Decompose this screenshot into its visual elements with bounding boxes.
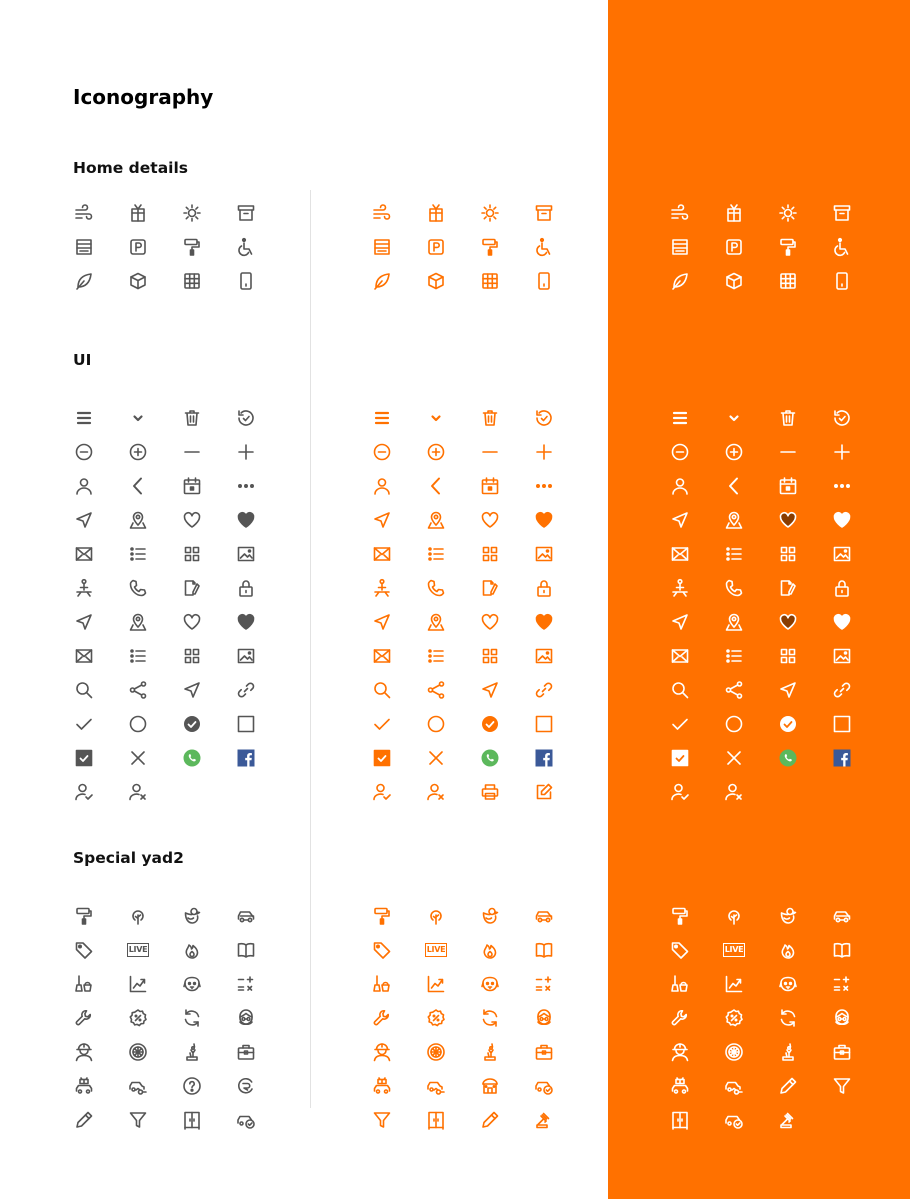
car-gift-icon [669,1075,691,1097]
price-tag-icon [73,939,95,961]
image-icon [235,543,257,565]
map-pin-icon [723,611,745,633]
dog-face-icon [777,973,799,995]
pencil-icon [777,1075,799,1097]
pencil-icon [73,1109,95,1131]
lock-icon [235,577,257,599]
link-icon [831,679,853,701]
grandma-icon [235,1007,257,1029]
door-phone-icon [533,270,555,292]
open-book-icon [533,939,555,961]
navigation-arrow-icon [777,679,799,701]
wind-icon [371,202,393,224]
whatsapp-icon [181,747,203,769]
square-icon [533,713,555,735]
circle-icon [723,713,745,735]
list-icon [425,645,447,667]
price-tag-icon [371,939,393,961]
dog-face-icon [479,973,501,995]
toolbox-icon [533,1041,555,1063]
coupon-icon [235,1075,257,1097]
chart-up-icon [723,973,745,995]
gift-box-icon [425,202,447,224]
minus-circle-icon [73,441,95,463]
envelope-icon [669,543,691,565]
close-x-icon [127,747,149,769]
tree-icon [723,905,745,927]
gift-box-icon [723,202,745,224]
paint-roller-icon [181,236,203,258]
car-icon [831,905,853,927]
image-icon [831,543,853,565]
navigation-arrow-icon [181,679,203,701]
discount-badge-icon [127,1007,149,1029]
chevron-left-icon [127,475,149,497]
image-icon [831,645,853,667]
envelope-icon [371,645,393,667]
calendar-icon [181,475,203,497]
list-icon [425,543,447,565]
check-circle-filled-icon [181,713,203,735]
wheelchair-icon [533,236,555,258]
navigation-arrow-icon [371,611,393,633]
heart-outline-icon [479,509,501,531]
section-title-special-yad2: Special yad2 [73,849,184,867]
phone-icon [723,577,745,599]
price-tag-icon [669,939,691,961]
list-icon [723,543,745,565]
plus-circle-icon [425,441,447,463]
hamburger-menu-icon [73,407,95,429]
gift-box-icon [127,202,149,224]
rubber-duck-icon [479,905,501,927]
worker-icon [669,1041,691,1063]
plus-icon [533,441,555,463]
map-pin-icon [425,611,447,633]
car-key-icon [723,1075,745,1097]
car-gift-icon [371,1075,393,1097]
facebook-icon [831,747,853,769]
paint-roller-icon [479,236,501,258]
check-icon [669,713,691,735]
map-pin-icon [127,611,149,633]
auction-gavel-icon [777,1109,799,1131]
map-pin-icon [425,509,447,531]
toolbox-icon [235,1041,257,1063]
discount-badge-icon [723,1007,745,1029]
facebook-icon [533,747,555,769]
heart-filled-icon [533,509,555,531]
cube-icon [127,270,149,292]
calculator-icon [235,973,257,995]
check-circle-filled-icon [479,713,501,735]
sun-icon [479,202,501,224]
cube-icon [425,270,447,292]
circle-icon [127,713,149,735]
more-dots-icon [831,475,853,497]
heart-filled-icon [533,611,555,633]
more-dots-icon [235,475,257,497]
check-icon [371,713,393,735]
document-edit-icon [479,577,501,599]
navigation-arrow-icon [479,679,501,701]
phone-icon [425,577,447,599]
envelope-icon [73,543,95,565]
chevron-down-icon [723,407,745,429]
car-key-icon [425,1075,447,1097]
closet-icon [425,1109,447,1131]
wind-icon [669,202,691,224]
more-dots-icon [533,475,555,497]
cleaning-bucket-icon [371,973,393,995]
window-blind-icon [371,236,393,258]
plus-icon [831,441,853,463]
minus-circle-icon [371,441,393,463]
heart-filled-icon [235,509,257,531]
heart-outline-icon [479,611,501,633]
printer-icon [479,781,501,803]
plus-circle-icon [127,441,149,463]
filter-icon [831,1075,853,1097]
minus-circle-icon [669,441,691,463]
window-blind-icon [669,236,691,258]
filter-icon [371,1109,393,1131]
list-icon [723,645,745,667]
document-edit-icon [181,577,203,599]
statue-icon [777,1041,799,1063]
user-remove-icon [127,781,149,803]
refresh-icon [777,1007,799,1029]
wheelchair-icon [831,236,853,258]
wrench-icon [371,1007,393,1029]
heart-filled-icon [235,611,257,633]
check-circle-filled-icon [777,713,799,735]
heart-filled-icon [831,611,853,633]
wind-icon [73,202,95,224]
whatsapp-icon [777,747,799,769]
section-title-ui: UI [73,351,92,369]
help-circle-icon [181,1075,203,1097]
paint-roller-icon [73,905,95,927]
chevron-down-icon [425,407,447,429]
orange-background-panel [608,0,910,1199]
cube-icon [723,270,745,292]
checkbox-checked-icon [669,747,691,769]
calendar-icon [479,475,501,497]
grandma-icon [831,1007,853,1029]
search-icon [669,679,691,701]
image-icon [235,645,257,667]
pencil-icon [479,1109,501,1131]
plus-circle-icon [723,441,745,463]
cleaning-bucket-icon [73,973,95,995]
wrench-icon [73,1007,95,1029]
calculator-icon [831,973,853,995]
whatsapp-icon [479,747,501,769]
navigation-arrow-icon [371,509,393,531]
chart-up-icon [425,973,447,995]
live-badge-icon: LIVE [723,939,745,961]
minus-icon [181,441,203,463]
car-check-icon [723,1109,745,1131]
statue-icon [181,1041,203,1063]
link-icon [235,679,257,701]
navigation-arrow-icon [669,509,691,531]
phone-icon [127,577,149,599]
grid-four-icon [777,645,799,667]
heart-outline-icon [181,611,203,633]
grid-four-icon [479,543,501,565]
envelope-icon [73,645,95,667]
open-book-icon [831,939,853,961]
car-key-icon [127,1075,149,1097]
history-icon [831,407,853,429]
user-icon [371,475,393,497]
close-x-icon [425,747,447,769]
checkbox-checked-icon [371,747,393,769]
rubber-duck-icon [181,905,203,927]
sun-icon [181,202,203,224]
filter-icon [127,1109,149,1131]
heart-dark-icon [777,509,799,531]
lock-icon [533,577,555,599]
user-check-icon [73,781,95,803]
discount-badge-icon [425,1007,447,1029]
worker-icon [371,1041,393,1063]
map-pin-icon [723,509,745,531]
live-badge-icon: LIVE [425,939,447,961]
car-check-icon [533,1075,555,1097]
flame-icon [777,939,799,961]
car-check-icon [235,1109,257,1131]
car-icon [533,905,555,927]
search-icon [371,679,393,701]
leaf-icon [669,270,691,292]
window-blind-icon [73,236,95,258]
heart-outline-icon [181,509,203,531]
chevron-left-icon [723,475,745,497]
share-icon [425,679,447,701]
navigation-arrow-icon [669,611,691,633]
image-icon [533,543,555,565]
plus-icon [235,441,257,463]
facebook-icon [235,747,257,769]
document-edit-icon [777,577,799,599]
car-icon [235,905,257,927]
paint-roller-icon [371,905,393,927]
user-check-icon [669,781,691,803]
archive-box-icon [831,202,853,224]
closet-icon [669,1109,691,1131]
grid-four-icon [181,543,203,565]
share-icon [127,679,149,701]
envelope-icon [669,645,691,667]
user-icon [73,475,95,497]
leaf-icon [371,270,393,292]
grid-four-icon [777,543,799,565]
agent-icon [669,577,691,599]
wrench-icon [669,1007,691,1029]
user-remove-icon [723,781,745,803]
hamburger-menu-icon [669,407,691,429]
tree-icon [127,905,149,927]
minus-icon [777,441,799,463]
parking-icon [425,236,447,258]
statue-icon [479,1041,501,1063]
live-badge-icon: LIVE [127,939,149,961]
grid-table-icon [777,270,799,292]
auction-gavel-icon [533,1109,555,1131]
grandma-icon [533,1007,555,1029]
user-icon [669,475,691,497]
page-title: Iconography [73,85,214,109]
agent-icon [371,577,393,599]
check-icon [73,713,95,735]
calendar-icon [777,475,799,497]
leaf-icon [73,270,95,292]
sun-icon [777,202,799,224]
archive-box-icon [235,202,257,224]
map-pin-icon [127,509,149,531]
paint-roller-icon [669,905,691,927]
close-x-icon [723,747,745,769]
dog-face-icon [181,973,203,995]
chevron-down-icon [127,407,149,429]
archive-box-icon [533,202,555,224]
refresh-icon [479,1007,501,1029]
user-check-icon [371,781,393,803]
parking-icon [723,236,745,258]
square-icon [235,713,257,735]
chevron-left-icon [425,475,447,497]
worker-icon [73,1041,95,1063]
search-icon [73,679,95,701]
parking-icon [127,236,149,258]
paint-roller-icon [777,236,799,258]
car-gift-icon [73,1075,95,1097]
trash-icon [181,407,203,429]
cleaning-bucket-icon [669,973,691,995]
heart-filled-icon [831,509,853,531]
minus-icon [479,441,501,463]
circle-icon [425,713,447,735]
agent-icon [73,577,95,599]
wheelchair-icon [235,236,257,258]
trash-icon [777,407,799,429]
wheel-icon [425,1041,447,1063]
shop-icon [479,1075,501,1097]
chart-up-icon [127,973,149,995]
wheel-icon [127,1041,149,1063]
section-title-home-details: Home details [73,159,189,177]
history-icon [533,407,555,429]
envelope-icon [371,543,393,565]
grid-four-icon [181,645,203,667]
lock-icon [831,577,853,599]
heart-dark-icon [777,611,799,633]
closet-icon [181,1109,203,1131]
rubber-duck-icon [777,905,799,927]
open-book-icon [235,939,257,961]
image-icon [533,645,555,667]
user-remove-icon [425,781,447,803]
navigation-arrow-icon [73,611,95,633]
checkbox-checked-icon [73,747,95,769]
share-icon [723,679,745,701]
list-icon [127,543,149,565]
grid-table-icon [479,270,501,292]
hamburger-menu-icon [371,407,393,429]
wheel-icon [723,1041,745,1063]
edit-square-icon [533,781,555,803]
history-icon [235,407,257,429]
toolbox-icon [831,1041,853,1063]
trash-icon [479,407,501,429]
grid-four-icon [479,645,501,667]
flame-icon [479,939,501,961]
column-divider [310,190,311,1108]
refresh-icon [181,1007,203,1029]
flame-icon [181,939,203,961]
link-icon [533,679,555,701]
list-icon [127,645,149,667]
door-phone-icon [831,270,853,292]
calculator-icon [533,973,555,995]
navigation-arrow-icon [73,509,95,531]
door-phone-icon [235,270,257,292]
square-icon [831,713,853,735]
tree-icon [425,905,447,927]
grid-table-icon [181,270,203,292]
